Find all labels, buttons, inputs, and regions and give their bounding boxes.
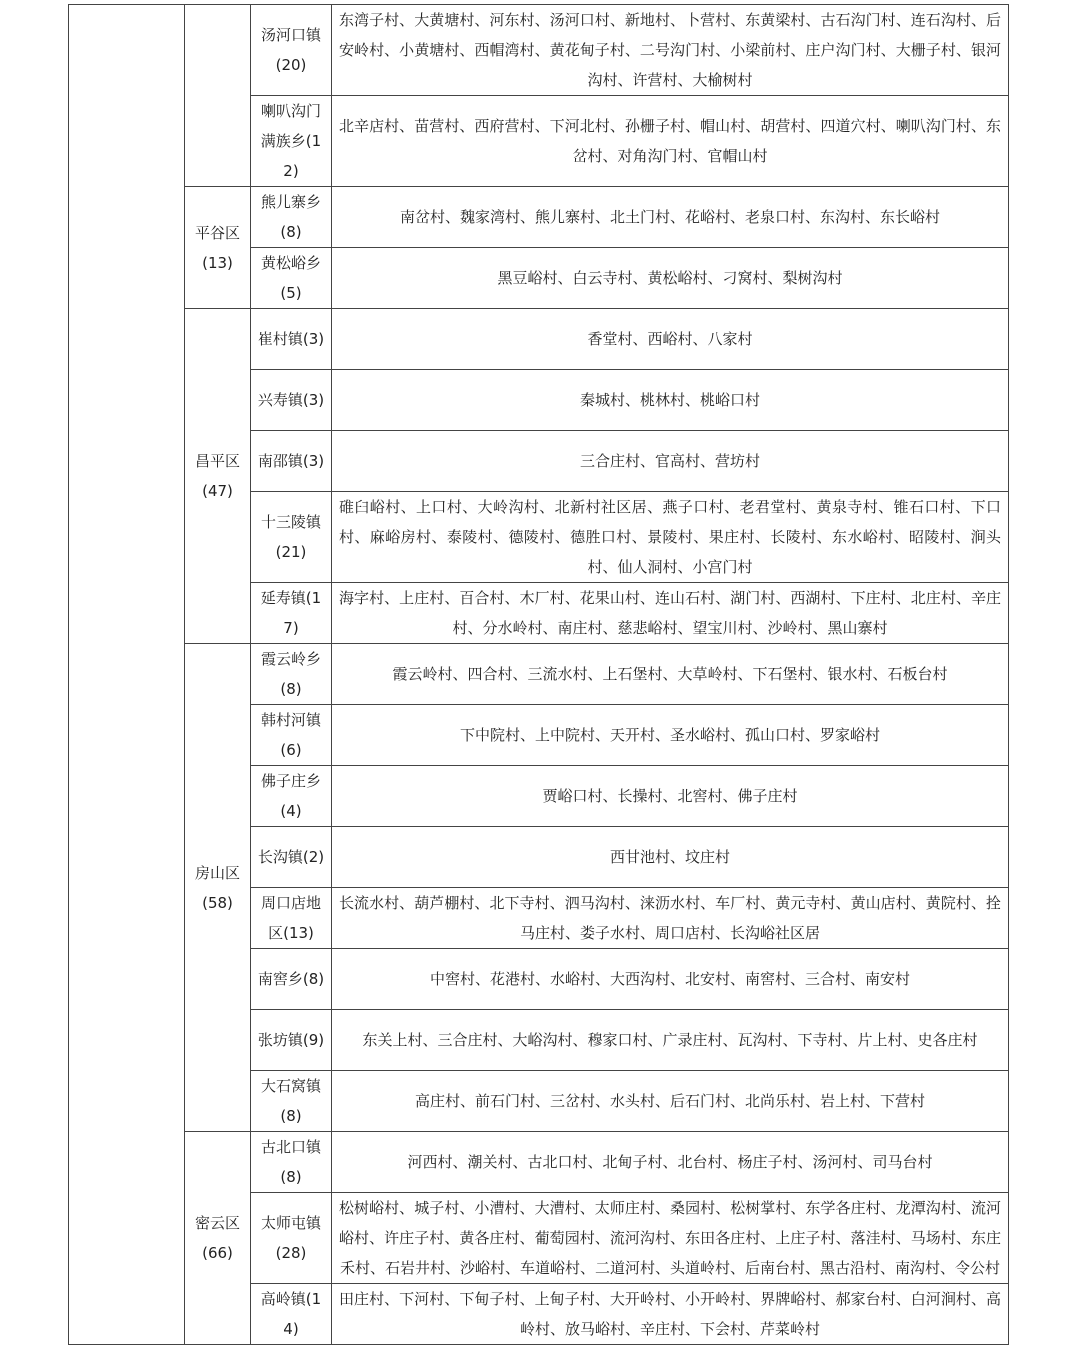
villages-cell: 高庄村、前石门村、三岔村、水头村、后石门村、北尚乐村、岩上村、下营村	[332, 1071, 1009, 1132]
villages-cell: 黑豆峪村、白云寺村、黄松峪村、刁窝村、梨树沟村	[332, 248, 1009, 309]
district-name: 昌平区	[194, 452, 240, 470]
district-cell	[185, 5, 251, 187]
villages-cell: 东湾子村、大黄塘村、河东村、汤河口村、新地村、卜营村、东黄梁村、古石沟门村、连石沟村、后安岭村、小黄塘村、西帽湾村、黄花甸子村、二号沟门村、小梁前村、庄户沟门村、大栅子村、银河沟村、许营村、大榆树村	[332, 5, 1009, 96]
villages-cell: 海字村、上庄村、百合村、木厂村、花果山村、连山石村、湖门村、西湖村、下庄村、北庄村、辛庄村、分水岭村、南庄村、慈悲峪村、望宝川村、沙岭村、黑山寨村	[332, 583, 1009, 644]
town-cell: 大石窝镇(8)	[251, 1071, 332, 1132]
town-cell: 兴寿镇(3)	[251, 370, 332, 431]
district-cell	[185, 1132, 251, 1345]
villages-cell: 南岔村、魏家湾村、熊儿寨村、北土门村、花峪村、老泉口村、东沟村、东长峪村	[332, 187, 1009, 248]
town-cell: 韩村河镇(6)	[251, 705, 332, 766]
district-count: (58)	[202, 893, 233, 912]
villages-cell: 贾峪口村、长操村、北窖村、佛子庄村	[332, 766, 1009, 827]
town-cell: 崔村镇(3)	[251, 309, 332, 370]
villages-cell: 中窖村、花港村、水峪村、大西沟村、北安村、南窖村、三合村、南安村	[332, 949, 1009, 1010]
villages-cell: 长流水村、葫芦棚村、北下寺村、泗马沟村、涞沥水村、车厂村、黄元寺村、黄山店村、黄院村、拴马庄村、娄子水村、周口店村、长沟峪社区居	[332, 888, 1009, 949]
table-row	[69, 309, 1009, 370]
table-row	[69, 187, 1009, 248]
district-name: 平谷区	[194, 223, 240, 242]
town-cell: 汤河口镇(20)	[251, 5, 332, 96]
villages-cell: 西甘池村、坟庄村	[332, 827, 1009, 888]
villages-cell: 秦城村、桃林村、桃峪口村	[332, 370, 1009, 431]
town-cell: 熊儿寨乡(8)	[251, 187, 332, 248]
table-row	[69, 5, 1009, 96]
village-table	[68, 4, 1009, 1345]
villages-cell: 河西村、潮关村、古北口村、北甸子村、北台村、杨庄子村、汤河村、司马台村	[332, 1132, 1009, 1193]
villages-cell: 松树峪村、城子村、小漕村、大漕村、太师庄村、桑园村、松树掌村、东学各庄村、龙潭沟村、流河峪村、许庄子村、黄各庄村、葡萄园村、流河沟村、东田各庄村、上庄子村、落洼村、马场村、东庄禾村、石岩井村、沙峪村、车道峪村、二道河村、头道岭村、后南台村、黑古沿村、南沟村、令公村	[332, 1193, 1009, 1284]
table-row	[69, 644, 1009, 705]
district-count: (47)	[202, 482, 233, 500]
town-cell: 霞云岭乡(8)	[251, 644, 332, 705]
town-cell: 长沟镇(2)	[251, 827, 332, 888]
villages-cell: 三合庄村、官高村、营坊村	[332, 431, 1009, 492]
town-cell: 十三陵镇(21)	[251, 492, 332, 583]
town-cell: 喇叭沟门满族乡(12)	[251, 96, 332, 187]
province-cell	[69, 5, 185, 1345]
town-cell: 周口店地区(13)	[251, 888, 332, 949]
town-cell: 佛子庄乡(4)	[251, 766, 332, 827]
villages-cell: 东关上村、三合庄村、大峪沟村、穆家口村、广录庄村、瓦沟村、下寺村、片上村、史各庄村	[332, 1010, 1009, 1071]
district-cell	[185, 644, 251, 1132]
villages-cell: 霞云岭村、四合村、三流水村、上石堡村、大草岭村、下石堡村、银水村、石板台村	[332, 644, 1009, 705]
villages-cell: 香堂村、西峪村、八家村	[332, 309, 1009, 370]
town-cell: 太师屯镇(28)	[251, 1193, 332, 1284]
district-count: (13)	[202, 253, 233, 272]
villages-cell: 田庄村、下河村、下甸子村、上甸子村、大开岭村、小开岭村、界牌峪村、郝家台村、白河涧村、高岭村、放马峪村、辛庄村、下会村、芹菜岭村	[332, 1284, 1009, 1345]
town-cell: 张坊镇(9)	[251, 1010, 332, 1071]
villages-cell: 碓臼峪村、上口村、大岭沟村、北新村社区居、燕子口村、老君堂村、黄泉寺村、锥石口村、下口村、麻峪房村、泰陵村、德陵村、德胜口村、景陵村、果庄村、长陵村、东水峪村、昭陵村、涧头村、仙人洞村、小宫门村	[332, 492, 1009, 583]
district-count: (66)	[202, 1244, 233, 1262]
villages-cell: 下中院村、上中院村、天开村、圣水峪村、孤山口村、罗家峪村	[332, 705, 1009, 766]
district-cell	[185, 309, 251, 644]
district-name: 密云区	[194, 1214, 240, 1232]
district-cell	[185, 187, 251, 309]
town-cell: 古北口镇(8)	[251, 1132, 332, 1193]
town-cell: 南邵镇(3)	[251, 431, 332, 492]
town-cell: 延寿镇(17)	[251, 583, 332, 644]
district-name: 房山区	[194, 863, 240, 882]
table-row	[69, 1132, 1009, 1193]
villages-cell: 北辛店村、苗营村、西府营村、下河北村、孙栅子村、帽山村、胡营村、四道穴村、喇叭沟门村、东岔村、对角沟门村、官帽山村	[332, 96, 1009, 187]
town-cell: 黄松峪乡(5)	[251, 248, 332, 309]
town-cell: 高岭镇(14)	[251, 1284, 332, 1345]
town-cell: 南窖乡(8)	[251, 949, 332, 1010]
